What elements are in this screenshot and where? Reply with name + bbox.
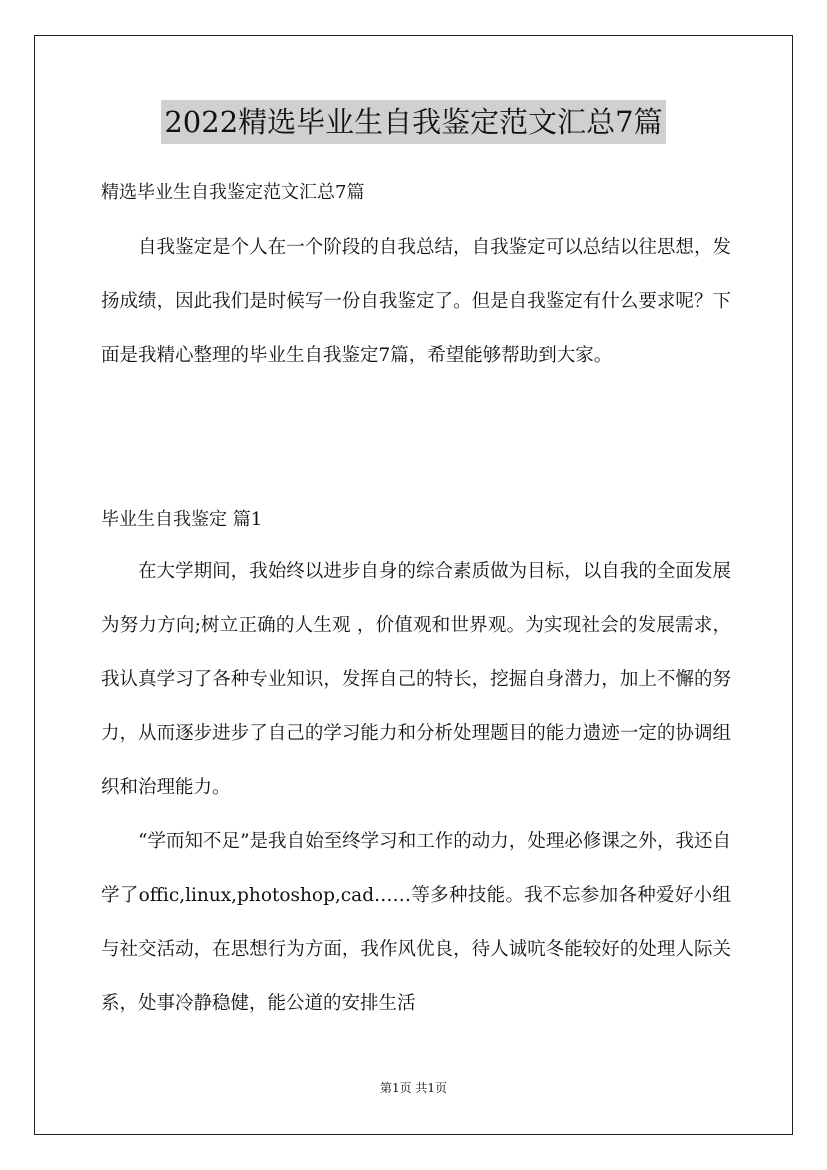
section-heading: 毕业生自我鉴定 篇1 xyxy=(101,509,263,530)
title-container xyxy=(0,100,827,144)
page-footer: 第1页 共1页 xyxy=(379,1081,448,1095)
document-title: 2022精选毕业生自我鉴定范文汇总7篇 xyxy=(161,100,665,144)
body-paragraph-2: “学而知不足”是我自始至终学习和工作的动力，处理必修课之外，我还自学了offic,linux,photoshop,cad……等多种技能。我不忘参加各种爱好小组与社交活动，在思想行为方面，我作风优良，待人诚吭冬能较好的处理人际关系，处事冷静稳健，能公道的安排生活 xyxy=(101,831,731,1014)
document-subtitle: 精选毕业生自我鉴定范文汇总7篇 xyxy=(101,182,365,203)
body-paragraph-1: 在大学期间，我始终以进步自身的综合素质做为目标，以自我的全面发展为努力方向;树立正确的人生观 ，价值观和世界观。为实现社会的发展需求，我认真学习了各种专业知识，发挥自己的特长，挖掘自身潜力，加上不懈的努力，从而逐步进步了自己的学习能力和分析处理题目的能力遗迹一定的协调组织和治理能力。 xyxy=(101,561,731,798)
intro-paragraph: 自我鉴定是个人在一个阶段的自我总结，自我鉴定可以总结以往思想，发扬成绩，因此我们是时候写一份自我鉴定了。但是自我鉴定有什么要求呢？下面是我精心整理的毕业生自我鉴定7篇，希望能够帮助到大家。 xyxy=(101,237,731,366)
